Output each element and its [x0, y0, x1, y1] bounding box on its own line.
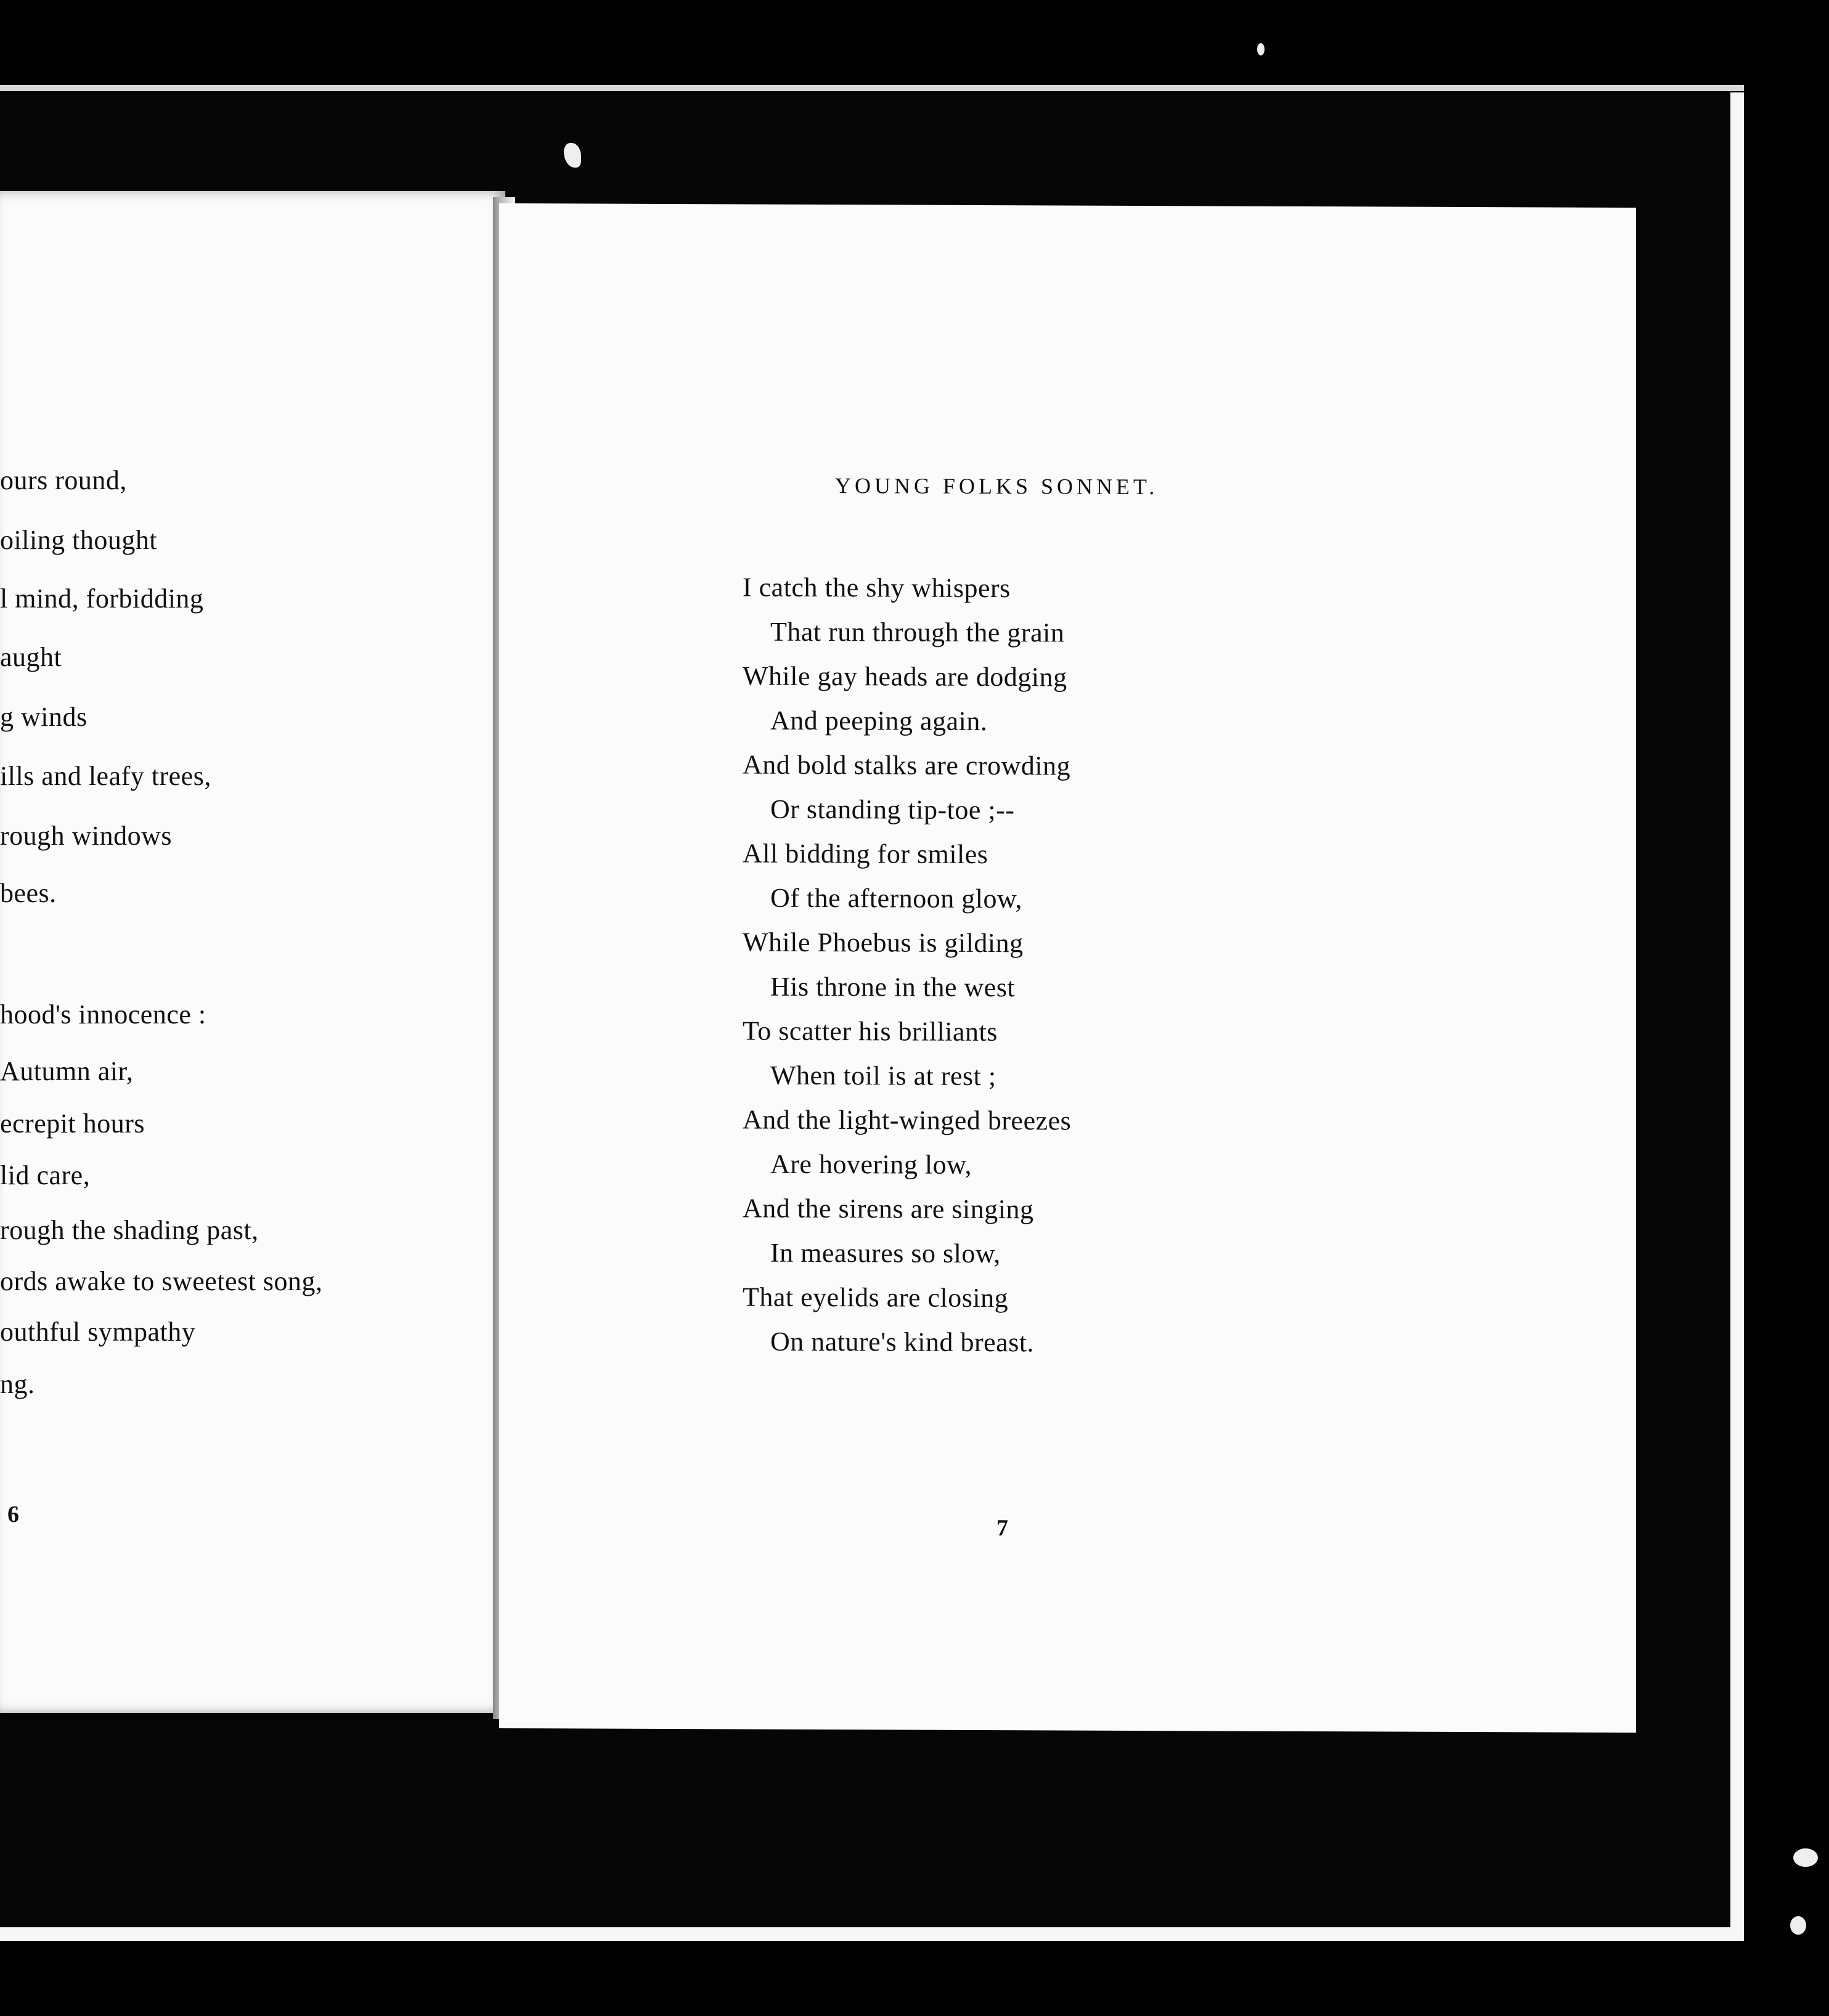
poem-title: YOUNG FOLKS SONNET.	[835, 473, 1159, 500]
poem-line: Of the afternoon glow,	[770, 882, 1022, 914]
poem-line: And bold stalks are crowding	[743, 749, 1071, 781]
left-poem-line: l mind, forbidding	[0, 583, 204, 614]
poem-line: And the light-winged breezes	[743, 1104, 1072, 1136]
poem-line: And peeping again.	[770, 705, 988, 737]
poem-line: When toil is at rest ;	[770, 1060, 996, 1092]
left-poem-line: ills and leafy trees,	[0, 761, 211, 791]
poem-line: That run through the grain	[770, 616, 1065, 648]
left-poem-line: lid care,	[0, 1160, 91, 1190]
left-poem-line: ng.	[0, 1369, 35, 1399]
left-poem-line: aught	[0, 642, 62, 672]
dust-speck	[1793, 1848, 1818, 1867]
left-poem-line: rough windows	[0, 821, 173, 851]
frame-top-edge	[0, 85, 1744, 91]
poem-line: I catch the shy whispers	[743, 572, 1011, 604]
left-poem-line: ours round,	[0, 465, 127, 495]
poem-line: In measures so slow,	[770, 1237, 1001, 1269]
poem-line: While Phoebus is gilding	[743, 927, 1024, 959]
poem-line: Are hovering low,	[770, 1148, 972, 1180]
poem-line: On nature's kind breast.	[770, 1326, 1035, 1358]
left-poem-line: outhful sympathy	[0, 1317, 196, 1347]
left-poem-line: ords awake to sweetest song,	[0, 1266, 323, 1296]
poem-line: His throne in the west	[770, 971, 1016, 1003]
left-poem-line: Autumn air,	[0, 1056, 134, 1086]
left-poem-line: oiling thought	[0, 525, 158, 555]
frame-right-edge	[1730, 92, 1744, 1929]
poem-line: Or standing tip-toe ;--	[770, 794, 1015, 826]
poem-line: While gay heads are dodging	[743, 660, 1067, 693]
right-page	[499, 203, 1636, 1733]
left-poem-line: bees.	[0, 878, 57, 908]
poem-line: That eyelids are closing	[743, 1282, 1009, 1314]
dust-speck	[1257, 43, 1265, 55]
poem-line: To scatter his brilliants	[743, 1015, 998, 1047]
poem-line: All bidding for smiles	[743, 838, 988, 870]
left-poem-line: hood's innocence :	[0, 999, 206, 1030]
frame-bottom-edge	[0, 1927, 1744, 1941]
left-poem-line: rough the shading past,	[0, 1215, 259, 1245]
left-poem-line: g winds	[0, 702, 88, 732]
left-page	[0, 191, 505, 1713]
poem-line: And the sirens are singing	[743, 1193, 1034, 1225]
left-poem-line: ecrepit hours	[0, 1108, 145, 1139]
dust-speck	[1790, 1916, 1806, 1935]
right-page-number: 7	[996, 1515, 1008, 1542]
left-page-number: 6	[7, 1502, 19, 1527]
